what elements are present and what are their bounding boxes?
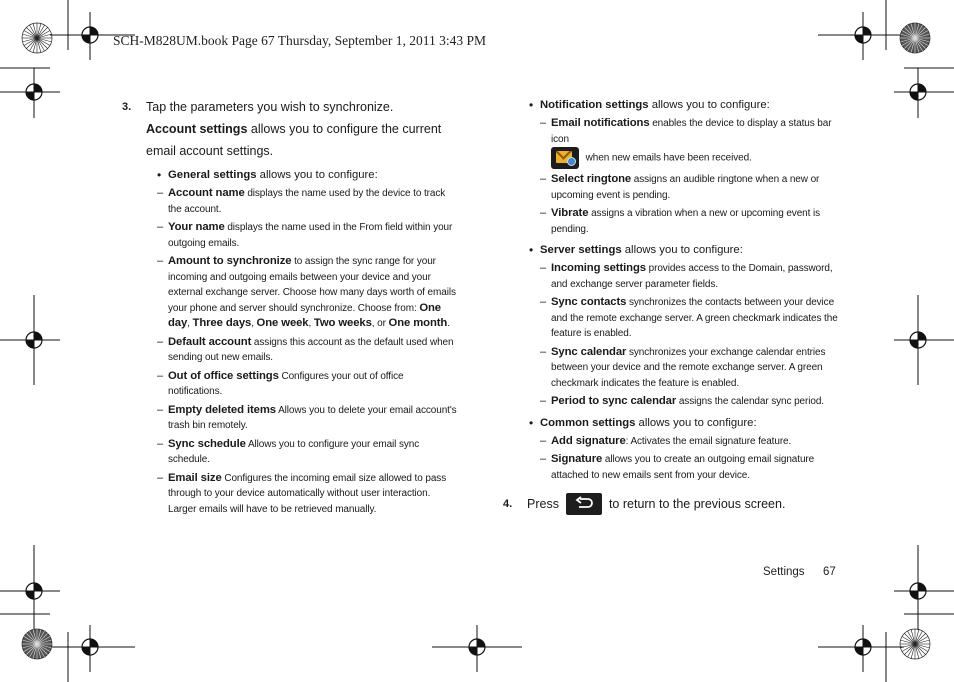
list-item	[540, 206, 843, 237]
list-item	[157, 335, 458, 366]
list-item	[540, 434, 843, 450]
step-3	[122, 96, 458, 118]
item-text: assigns an audible ringtone when a new or upcoming event is pending.	[551, 174, 820, 201]
list-item	[540, 172, 843, 203]
item-label: Period to sync calendar	[551, 395, 677, 407]
list-item	[540, 394, 843, 410]
list-item	[157, 437, 458, 468]
item-label: Sync schedule	[168, 437, 246, 450]
item-label: Sync calendar	[551, 345, 627, 358]
account-settings-paragraph	[146, 118, 458, 162]
item-label: Amount to synchronize	[168, 255, 292, 267]
list-item	[157, 186, 458, 217]
bullet-label: General settings	[168, 169, 257, 181]
step-text-after: to return to the previous screen.	[608, 497, 786, 511]
step-text-before: Press	[527, 497, 559, 511]
notification-settings-bullet	[529, 98, 843, 113]
bullet-text: allows you to configure:	[635, 416, 757, 429]
list-item	[540, 345, 843, 392]
item-text: Configures your out of office notifications.	[168, 370, 404, 397]
separator: , or	[371, 318, 389, 329]
item-text: Allows you to configure your email sync schedule.	[168, 438, 420, 465]
list-item	[157, 403, 458, 434]
list-item	[157, 369, 458, 400]
item-label: Incoming settings	[551, 262, 646, 274]
item-text: provides access to the Domain, password, and exchange server parameter fields.	[551, 263, 833, 290]
item-text: to assign the sync range for your incoming and outgoing emails between your device and your external exchange server. Choose how many days worth of emails your phone and server should synchronize. Choose from:	[168, 256, 456, 314]
option-one-month: One month	[388, 317, 448, 329]
separator: ,	[251, 318, 257, 329]
item-text: allows you to create an outgoing email signature attached to new emails sent from your device.	[551, 454, 815, 481]
page-header: SCH-M828UM.book Page 67 Thursday, September 1, 2011 3:43 PM	[113, 33, 486, 48]
item-text: synchronizes the contacts between your device and the remote exchange server. A green checkmark indicates the feature is enabled.	[551, 297, 838, 339]
page-number: 67	[823, 566, 836, 578]
step-number: 3.	[122, 101, 132, 113]
account-settings-text: allows you to configure the current email account settings.	[146, 122, 442, 158]
left-column	[122, 96, 458, 517]
list-item	[540, 295, 843, 342]
option-one-week: One week	[256, 317, 309, 329]
common-settings-bullet	[529, 416, 843, 431]
item-label: Empty deleted items	[168, 403, 276, 416]
end-period: .	[447, 318, 450, 329]
list-item	[157, 471, 458, 518]
item-label: Email size	[168, 471, 222, 484]
account-settings-label: Account settings	[146, 122, 248, 136]
list-item	[157, 254, 458, 332]
item-label: Vibrate	[551, 207, 589, 219]
email-notification-icon	[551, 147, 579, 169]
step-number: 4.	[503, 498, 513, 510]
item-text: displays the name used by the device to track the account.	[168, 188, 446, 215]
separator: ,	[187, 318, 193, 329]
bullet-text: allows you to configure:	[648, 99, 770, 111]
list-item	[540, 452, 843, 483]
item-text: displays the name used in the From field within your outgoing emails.	[168, 222, 453, 249]
step-4	[503, 493, 843, 515]
item-text: assigns the calendar sync period.	[676, 396, 824, 407]
item-text-continued: when new emails have been received.	[583, 152, 752, 164]
item-label: Out of office settings	[168, 369, 279, 382]
item-label: Default account	[168, 335, 252, 348]
list-item	[157, 220, 458, 251]
bullet-label: Server settings	[540, 244, 622, 256]
item-text: synchronizes your exchange calendar entries between your device and the remote exchange server. A green checkmark indicates the feature is enabled.	[551, 346, 826, 389]
item-label: Select ringtone	[551, 173, 632, 185]
step-text: Tap the parameters you wish to synchronize.	[146, 100, 394, 114]
starburst-spokes	[22, 629, 52, 659]
item-label: Email notifications	[551, 117, 650, 129]
starburst-spokes	[900, 629, 930, 659]
general-settings-bullet	[157, 168, 458, 183]
item-text: Allows you to delete your email account's trash bin remotely.	[168, 404, 457, 431]
item-label: Account name	[168, 187, 245, 199]
option-two-weeks: Two weeks	[313, 317, 372, 329]
item-label: Sync contacts	[551, 296, 627, 308]
item-text: : Activates the email signature feature.	[625, 435, 792, 447]
item-label: Add signature	[551, 434, 626, 447]
bullet-label: Common settings	[540, 416, 636, 429]
item-text: enables the device to display a status bar icon	[551, 118, 832, 145]
back-key-icon	[566, 493, 602, 515]
item-text: assigns this account as the default used when sending out new emails.	[168, 336, 454, 363]
starburst-spokes	[900, 23, 930, 53]
server-settings-bullet	[529, 243, 843, 258]
item-text: Configures the incoming email size allowed to pass through to your device automatically without user interaction. Larger emails will have to be retrieved manually.	[168, 472, 447, 515]
item-label: Signature	[551, 453, 603, 465]
separator: ,	[308, 318, 314, 329]
bullet-text: allows you to configure:	[621, 244, 743, 256]
item-text: assigns a vibration when a new or upcoming event is pending.	[551, 208, 821, 235]
bullet-label: Notification settings	[540, 99, 649, 111]
bullet-text: allows you to configure:	[256, 169, 378, 181]
item-label: Your name	[168, 221, 225, 233]
list-item	[540, 116, 843, 169]
option-one-day: One day	[168, 301, 441, 329]
option-three-days: Three days	[192, 317, 252, 329]
footer-section-name: Settings	[763, 566, 805, 578]
right-column	[503, 96, 843, 515]
list-item	[540, 261, 843, 292]
starburst-spokes	[22, 23, 52, 53]
